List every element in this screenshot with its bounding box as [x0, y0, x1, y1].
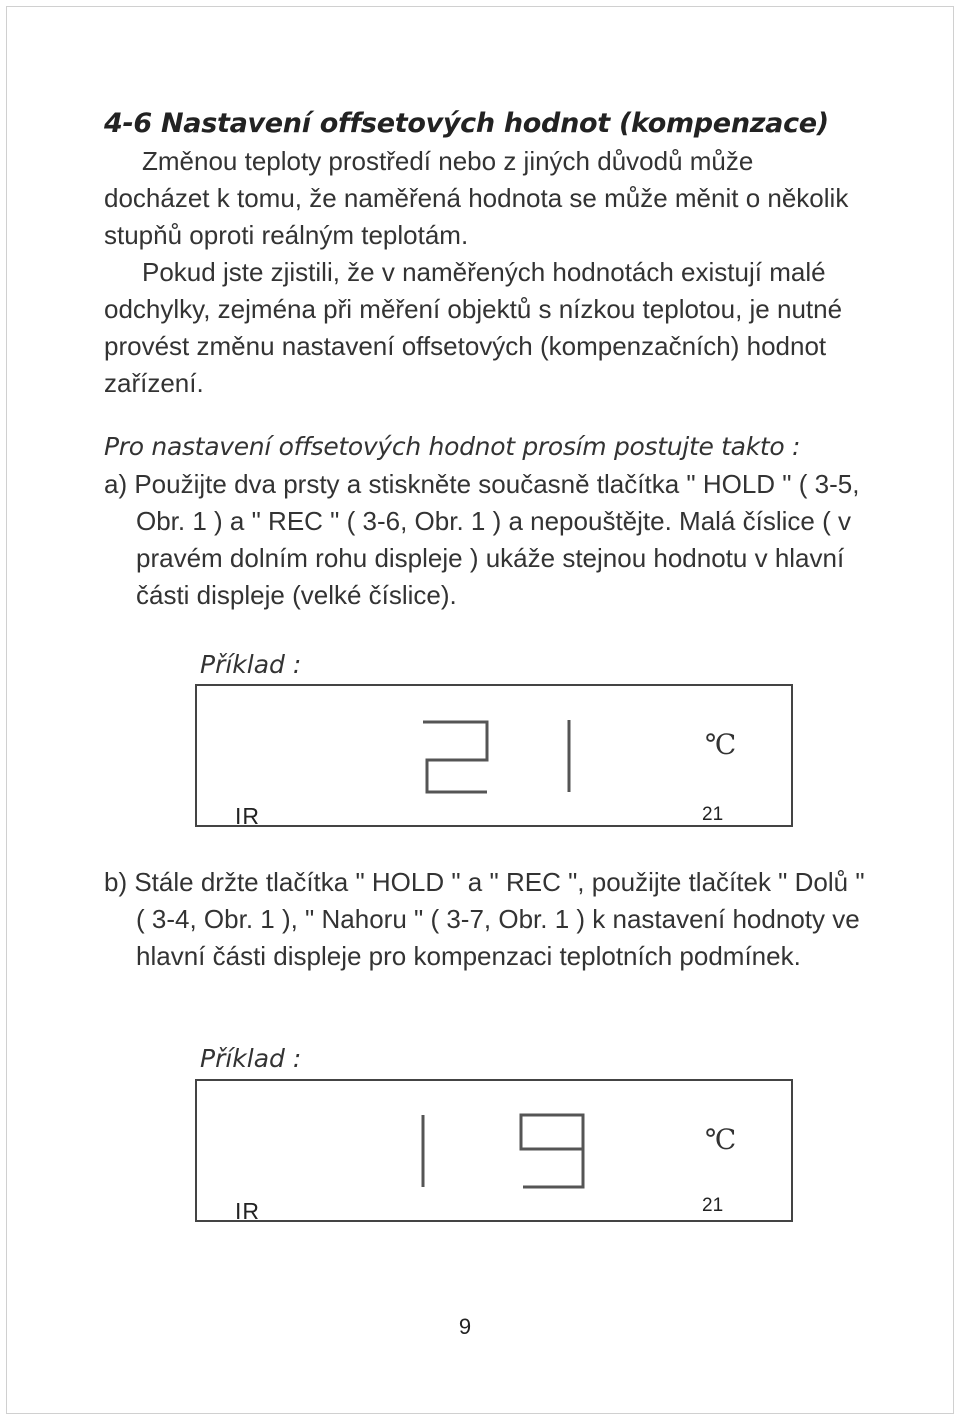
example-1-label: Příklad : [200, 650, 302, 679]
example-2-unit: ℃ [705, 1123, 737, 1156]
example-1-display [195, 684, 793, 827]
text-content [104, 108, 864, 614]
paragraph-2: Pokud jste zjistili, že v naměřených hodnotách existují malé odchylky, zejména při měření objektů s nízkou teplotou, je nutné provést změnu nastavení offsetových (kompenzačních) hodnot zařízení. [104, 257, 843, 398]
section-heading: 4-6 Nastavení offsetových hodnot (kompenzace) [104, 108, 829, 139]
example-1-small-value: 21 [702, 804, 724, 825]
step-b: b) Stále držte tlačítka " HOLD " a " REC ", použijte tlačítek " Dolů " ( 3-4, Obr. 1 ), " Nahoru " ( 3-7, Obr. 1 ) k nastavení hodnoty ve hlavní části displeje pro kompenzaci teplotních podmínek. [104, 867, 865, 971]
step-a: a) Použijte dva prsty a stiskněte současně tlačítka " HOLD " ( 3-5, Obr. 1 ) a " REC " ( 3-6, Obr. 1 ) a nepouštějte. Malá číslice ( v pravém dolním rohu displeje ) ukáže stejnou hodnotu v hlavní části displeje (velké číslice). [104, 469, 860, 610]
example-1-unit: ℃ [705, 728, 737, 761]
example-2-small-value: 21 [702, 1195, 724, 1216]
instructions-lead: Pro nastavení offsetových hodnot prosím postujte takto : [104, 432, 801, 461]
example-1-mode: IR [235, 803, 260, 829]
example-2-label: Příklad : [200, 1044, 302, 1073]
page-number: 9 [458, 1314, 472, 1339]
example-2-mode: IR [235, 1198, 260, 1224]
paragraph-1: Změnou teploty prostředí nebo z jiných důvodů může docházet k tomu, že naměřená hodnota se může měnit o několik stupňů oproti reálným teplotám. [104, 146, 849, 250]
example-2-display [195, 1079, 793, 1222]
